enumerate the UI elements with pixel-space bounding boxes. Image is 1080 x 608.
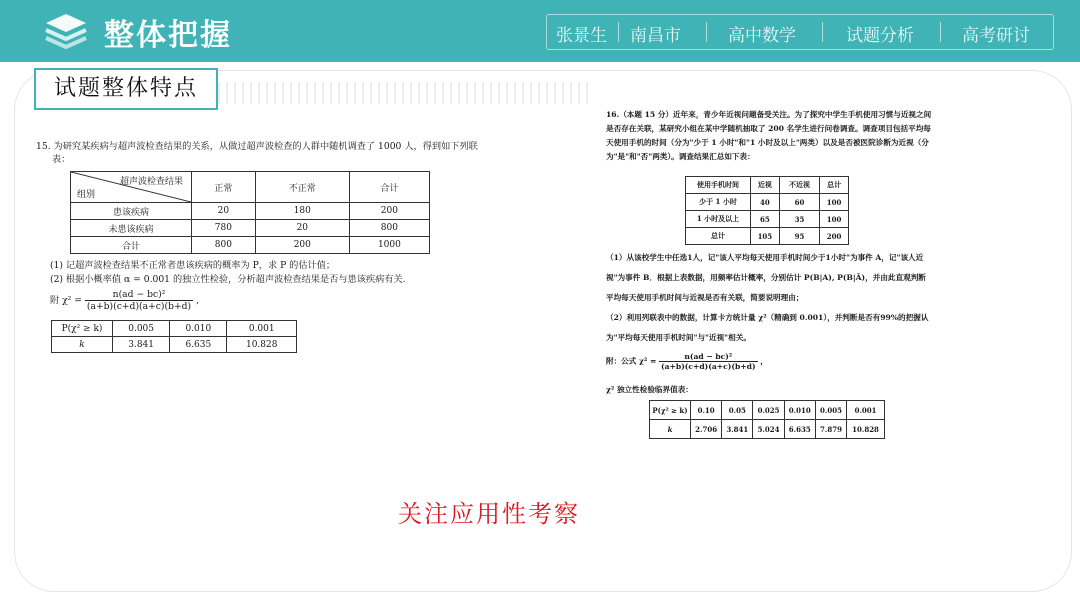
row-label: k bbox=[650, 420, 691, 439]
row-label: 未患该疾病 bbox=[71, 220, 192, 237]
table-row bbox=[52, 337, 297, 353]
cell: 3.841 bbox=[113, 337, 170, 353]
formula-prefix: 附：公式 χ² = bbox=[606, 356, 657, 366]
problem-16-intro bbox=[606, 108, 946, 164]
cell: 0.10 bbox=[691, 401, 722, 420]
cell: 100 bbox=[820, 194, 849, 211]
cell: 95 bbox=[779, 228, 819, 245]
problem-15-table bbox=[70, 171, 430, 254]
cell: 3.841 bbox=[722, 420, 753, 439]
problem-15-critical-table bbox=[51, 320, 297, 353]
formula-fraction bbox=[85, 289, 193, 312]
cell: 780 bbox=[192, 220, 256, 237]
cell: 20 bbox=[192, 203, 256, 220]
cell: 35 bbox=[779, 211, 819, 228]
problem-15-formula bbox=[50, 289, 199, 312]
row-label: P(χ² ≥ k) bbox=[52, 321, 113, 337]
problem-16-question-1 bbox=[606, 248, 946, 308]
table-row bbox=[71, 220, 430, 237]
corner-top-label: 超声波检查结果 bbox=[119, 177, 183, 187]
problem-16-line: 是否存在关联，某研究小组在某中学随机抽取了 200 名学生进行问卷调查。调查项目包括平均每 bbox=[606, 124, 931, 133]
row-label: 少于 1 小时 bbox=[686, 194, 751, 211]
nav-item-analysis[interactable]: 试题分析 bbox=[846, 26, 914, 46]
cell: 800 bbox=[349, 220, 429, 237]
highlight-note: 关注应用性考察 bbox=[398, 500, 580, 528]
question-line: 视"为事件 B．根据上表数据，用频率估计概率，分别估计 P(B|A), P(B|Ā)，并由此直观判断 bbox=[606, 273, 926, 282]
table-row bbox=[686, 228, 849, 245]
question-line: 平均每天使用手机时间与近视是否有关联，简要说明理由； bbox=[606, 293, 804, 302]
question-line: 为"平均每天使用手机时间"与"近视"相关。 bbox=[606, 333, 751, 342]
cell: 2.706 bbox=[691, 420, 722, 439]
nav-item-city[interactable]: 南昌市 bbox=[630, 26, 681, 46]
nav-separator bbox=[940, 22, 941, 42]
table-corner-cell bbox=[71, 172, 192, 203]
question-line: （2）利用列联表中的数据，计算卡方统计量 χ²（精确到 0.001），并判断是否有99%的把握认 bbox=[606, 313, 929, 322]
cell: 10.828 bbox=[847, 420, 885, 439]
problem-16-question-2 bbox=[606, 308, 946, 348]
formula-suffix: ， bbox=[760, 356, 768, 366]
decorative-stripes bbox=[218, 82, 588, 104]
cell: 100 bbox=[820, 211, 849, 228]
table-row bbox=[71, 203, 430, 220]
page-title: 整体把握 bbox=[104, 18, 232, 53]
cell: 65 bbox=[751, 211, 780, 228]
row-label: P(χ² ≥ k) bbox=[650, 401, 691, 420]
table-row bbox=[686, 194, 849, 211]
problem-15-text-cont: 表： bbox=[52, 154, 71, 165]
cell: 6.635 bbox=[170, 337, 227, 353]
cell: 1000 bbox=[349, 237, 429, 254]
problem-16-crit-title: χ² 独立性检验临界值表： bbox=[606, 385, 693, 394]
row-label: 总计 bbox=[686, 228, 751, 245]
nav-item-research[interactable]: 高考研讨 bbox=[962, 26, 1030, 46]
col-header: 合计 bbox=[349, 172, 429, 203]
formula-denominator: (a+b)(c+d)(a+c)(b+d) bbox=[661, 362, 756, 371]
section-label: 试题整体特点 bbox=[34, 68, 218, 110]
cell: 105 bbox=[751, 228, 780, 245]
formula-denominator: (a+b)(c+d)(a+c)(b+d) bbox=[86, 301, 192, 312]
problem-15-questions bbox=[50, 259, 406, 287]
table-row bbox=[71, 237, 430, 254]
col-header: 近视 bbox=[751, 177, 780, 194]
header-bar bbox=[0, 0, 1080, 62]
cell: 180 bbox=[255, 203, 349, 220]
formula-prefix: 附 χ² = bbox=[50, 295, 82, 306]
cell: 7.879 bbox=[815, 420, 846, 439]
col-header: 使用手机时间 bbox=[686, 177, 751, 194]
nav-separator bbox=[618, 22, 619, 42]
table-header-row bbox=[686, 177, 849, 194]
layers-icon bbox=[44, 12, 88, 52]
problem-15-intro bbox=[36, 140, 576, 166]
cell: 0.025 bbox=[753, 401, 784, 420]
nav-separator bbox=[822, 22, 823, 42]
col-header: 不近视 bbox=[779, 177, 819, 194]
cell: 6.635 bbox=[784, 420, 815, 439]
cell: 0.005 bbox=[815, 401, 846, 420]
question-1: (1) 记超声波检查结果不正常者患该疾病的概率为 P，求 P 的估计值； bbox=[50, 260, 336, 271]
problem-16-table bbox=[685, 176, 849, 245]
cell: 5.024 bbox=[753, 420, 784, 439]
table-row bbox=[650, 401, 885, 420]
col-header: 正常 bbox=[192, 172, 256, 203]
cell: 60 bbox=[779, 194, 819, 211]
cell: 200 bbox=[349, 203, 429, 220]
problem-16-line: 16.（本题 15 分）近年来，青少年近视问题备受关注。为了探究中学生手机使用习惯与近视之间 bbox=[606, 110, 932, 119]
cell: 20 bbox=[255, 220, 349, 237]
cell: 40 bbox=[751, 194, 780, 211]
formula-suffix: , bbox=[196, 295, 199, 306]
problem-16-formula bbox=[606, 352, 768, 371]
cell: 0.005 bbox=[113, 321, 170, 337]
problem-16-line: 天使用手机的时间（分为"少于 1 小时"和"1 小时及以上"两类）以及是否被医院诊断为近视（分 bbox=[606, 138, 929, 147]
problem-15-text: 15. 为研究某疾病与超声波检查结果的关系，从做过超声波检查的人群中随机调查了 1000 人，得到如下列联 bbox=[36, 141, 478, 152]
formula-numerator: n(ad − bc)² bbox=[659, 352, 758, 362]
cell: 200 bbox=[255, 237, 349, 254]
nav-separator bbox=[706, 22, 707, 42]
corner-bottom-label: 组别 bbox=[77, 190, 96, 200]
cell: 200 bbox=[820, 228, 849, 245]
table-row bbox=[686, 211, 849, 228]
row-label: k bbox=[52, 337, 113, 353]
cell: 0.001 bbox=[847, 401, 885, 420]
nav-item-subject[interactable]: 高中数学 bbox=[728, 26, 796, 46]
col-header: 总计 bbox=[820, 177, 849, 194]
cell: 10.828 bbox=[227, 337, 297, 353]
cell: 0.010 bbox=[170, 321, 227, 337]
nav-item-author[interactable]: 张景生 bbox=[556, 26, 607, 46]
cell: 800 bbox=[192, 237, 256, 254]
question-line: （1）从该校学生中任选1人，记"该人平均每天使用手机时间少于1小时"为事件 A，记"该人近 bbox=[606, 253, 924, 262]
question-2: (2) 根据小概率值 α = 0.001 的独立性检验，分析超声波检查结果是否与患该疾病有关. bbox=[50, 274, 406, 285]
cell: 0.010 bbox=[784, 401, 815, 420]
problem-16-critical-table bbox=[649, 400, 885, 439]
table-row bbox=[650, 420, 885, 439]
row-label: 患该疾病 bbox=[71, 203, 192, 220]
formula-fraction bbox=[659, 352, 758, 371]
formula-numerator: n(ad − bc)² bbox=[85, 289, 193, 301]
col-header: 不正常 bbox=[255, 172, 349, 203]
problem-16-line: 为"是"和"否"两类）。调查结果汇总如下表： bbox=[606, 152, 755, 161]
table-row bbox=[52, 321, 297, 337]
cell: 0.05 bbox=[722, 401, 753, 420]
cell: 0.001 bbox=[227, 321, 297, 337]
row-label: 合计 bbox=[71, 237, 192, 254]
row-label: 1 小时及以上 bbox=[686, 211, 751, 228]
